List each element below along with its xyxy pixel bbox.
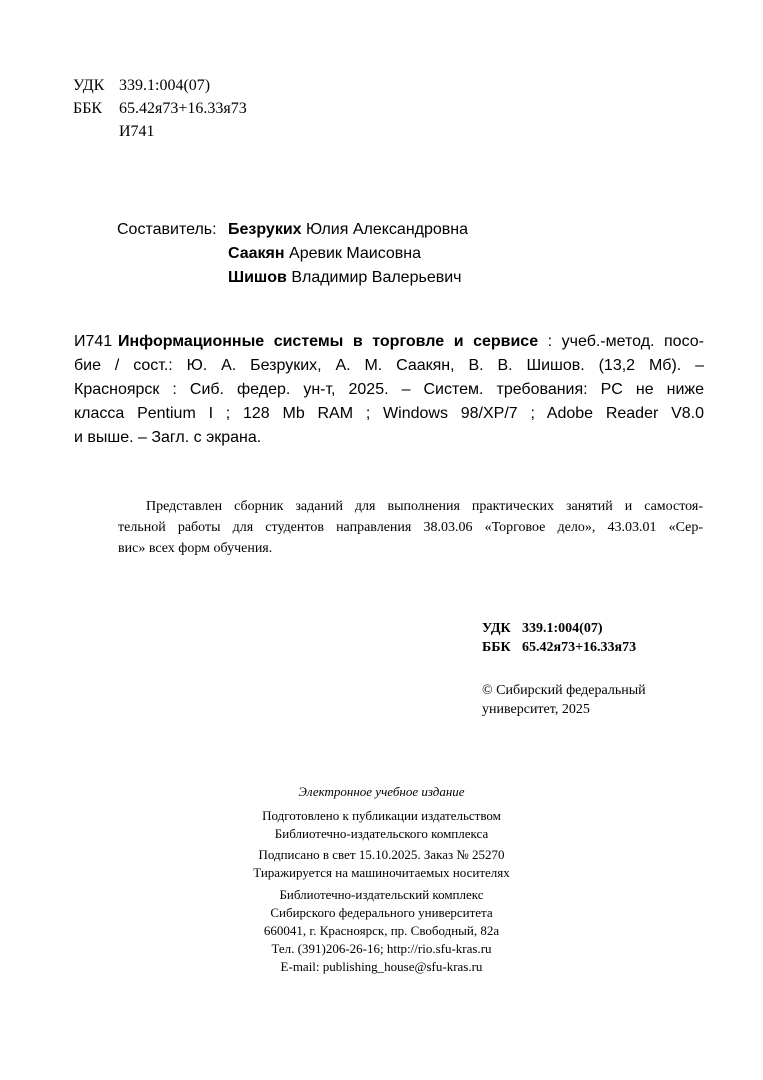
author-mark-row: [73, 120, 247, 143]
udc-label: УДК: [482, 621, 511, 636]
signed-line: Подписано в свет 15.10.2025. Заказ № 25270: [258, 847, 505, 862]
abstract-line: тельной работы для студентов направления 38.03.06 «Торговое дело», 43.03.01 «Сер-: [118, 520, 703, 535]
publisher-contacts: Тел. (391)206-26-16; http://rio.sfu-kras.ru: [271, 941, 492, 956]
compiler-row: [117, 242, 468, 266]
abstract-line: вис» всех форм обучения.: [118, 541, 273, 556]
compiler-name: Аревик Маисовна: [289, 245, 422, 262]
description-line: бие / сост.: Ю. А. Безруких, А. М. Саакян, В. В. Шишов. (13,2 Мб). –: [74, 357, 704, 374]
classification-block: [73, 74, 247, 143]
udc-value: 339.1:004(07): [522, 621, 603, 636]
description-line: Красноярск : Сиб. федер. ун-т, 2025. – Систем. требования: PC не ниже: [74, 381, 704, 398]
publisher-email: E-mail: publishing_house@sfu-kras.ru: [280, 959, 483, 974]
description-index: И741: [74, 333, 113, 350]
bbk-label: ББК: [482, 640, 511, 655]
prepared-block: [0, 807, 763, 843]
udc-label: УДК: [73, 77, 105, 94]
bbk-value: 65.42я73+16.33я73: [522, 640, 637, 655]
copyright-line: © Сибирский федеральный: [482, 683, 646, 698]
compiler-row: [117, 218, 468, 242]
description-line: класса Pentium I ; 128 Mb RAM ; Windows 98/XP/7 ; Adobe Reader V8.0: [74, 405, 704, 422]
udc-row: [482, 619, 636, 638]
publisher-block: [0, 886, 763, 976]
copyright-line: университет, 2025: [482, 702, 590, 717]
udc-value: 339.1:004(07): [119, 77, 211, 94]
abstract-line: Представлен сборник заданий для выполнения практических занятий и самостоя-: [146, 499, 703, 514]
abstract: [118, 496, 703, 559]
compiler-surname: Шишов: [228, 269, 287, 286]
bbk-row: [482, 638, 636, 657]
edition-type: Электронное учебное издание: [298, 784, 465, 799]
udc-row: [73, 74, 247, 97]
compiler-name: Юлия Александровна: [306, 221, 469, 238]
prepared-line: Библиотечно-издательского комплекса: [274, 826, 489, 841]
book-title: Информационные системы в торговле и сервисе: [118, 333, 539, 350]
bbk-value: 65.42я73+16.33я73: [119, 100, 247, 117]
compiler-row: [117, 266, 468, 290]
publisher-address: 660041, г. Красноярск, пр. Свободный, 82а: [263, 923, 500, 938]
compilers-block: [117, 218, 468, 290]
distribution-line: Тиражируется на машиночитаемых носителях: [253, 865, 510, 880]
compiler-name: Владимир Валерьевич: [291, 269, 462, 286]
prepared-line: Подготовлено к публикации издательством: [262, 808, 501, 823]
bbk-label: ББК: [73, 100, 103, 117]
publisher-line: Библиотечно-издательский комплекс: [279, 887, 484, 902]
copyright-block: [482, 681, 646, 719]
classification-block-bottom: [482, 619, 636, 657]
description-line: [118, 330, 704, 354]
compilers-label: Составитель:: [117, 221, 217, 238]
publisher-line: Сибирского федерального университета: [270, 905, 493, 920]
bibliographic-description: [74, 330, 704, 450]
author-mark: И741: [119, 123, 155, 140]
print-info-block: [0, 846, 763, 882]
compiler-surname: Саакян: [228, 245, 285, 262]
compiler-surname: Безруких: [228, 221, 302, 238]
description-line: и выше. – Загл. с экрана.: [74, 429, 262, 446]
description-text: : учеб.-метод. посо-: [538, 333, 704, 350]
bbk-row: [73, 97, 247, 120]
